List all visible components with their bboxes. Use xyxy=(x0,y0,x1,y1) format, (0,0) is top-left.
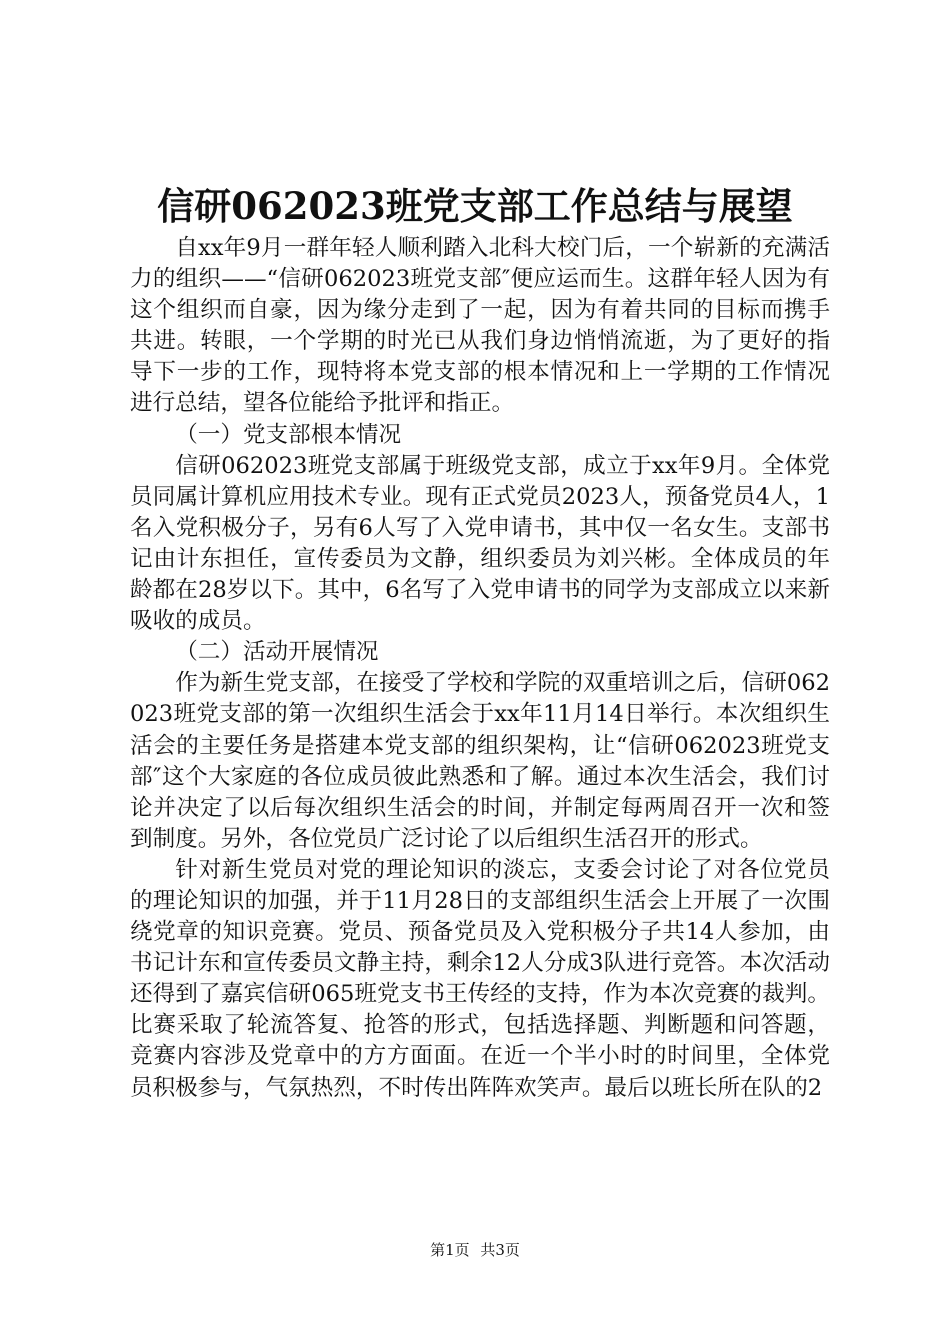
document-body xyxy=(130,233,830,1104)
paragraph-branch-overview: 信研062023班党支部属于班级党支部，成立于xx年9月。全体党员同属计算机应用技术专业。现有正式党员2023人，预备党员4人，1名入党积极分子，另有6人写了入党申请书，其中仅一名女生。支部书记由计东担任，宣传委员为文静，组织委员为刘兴彬。全体成员的年龄都在28岁以下。其中，6名写了入党申请书的同学为支部成立以来新吸收的成员。 xyxy=(130,452,830,635)
paragraph-intro: 自xx年9月一群年轻人顺利踏入北科大校门后，一个崭新的充满活力的组织——“信研062023班党支部″便应运而生。这群年轻人因为有这个组织而自豪，因为缘分走到了一起，因为有着共同的目标而携手共进。转眼，一个学期的时光已从我们身边悄悄流逝，为了更好的指导下一步的工作，现特将本党支部的根本情况和上一学期的工作情况进行总结，望各位能给予批评和指正。 xyxy=(130,235,830,417)
section-heading-1: （一）党支部根本情况 xyxy=(175,421,402,448)
paragraph-first-meeting: 作为新生党支部，在接受了学校和学院的双重培训之后，信研062023班党支部的第一次组织生活会于xx年11月14日举行。本次组织生活会的主要任务是搭建本党支部的组织架构，让“信研062023班党支部″这个大家庭的各位成员彼此熟悉和了解。通过本次生活会，我们讨论并决定了以后每次组织生活会的时间，并制定每两周召开一次和签到制度。另外，各位党员广泛讨论了以后组织生活召开的形式。 xyxy=(130,670,830,852)
paragraph-knowledge-contest: 针对新生党员对党的理论知识的淡忘，支委会讨论了对各位党员的理论知识的加强，并于11月28日的支部组织生活会上开展了一次围绕党章的知识竞赛。党员、预备党员及入党积极分子共14人参加，由书记计东和宣传委员文静主持，剩余12人分成3队进行竞答。本次活动还得到了嘉宾信研065班党支书王传经的支持，作为本次竞赛的裁判。比赛采取了轮流答复、抢答的形式，包括选择题、判断题和问答题，竞赛内容涉及党章中的方方面面。在近一个半小时的时间里，全体党员积极参与，气氛热烈，不时传出阵阵欢笑声。最后以班长所在队的2 xyxy=(130,856,830,1101)
page-footer xyxy=(0,1240,950,1260)
section-heading-2: （二）活动开展情况 xyxy=(175,639,379,666)
page-total: 共3页 xyxy=(480,1241,520,1259)
document-title: 信研062023班党支部工作总结与展望 xyxy=(157,184,793,228)
page-number: 第1页 xyxy=(430,1241,470,1259)
